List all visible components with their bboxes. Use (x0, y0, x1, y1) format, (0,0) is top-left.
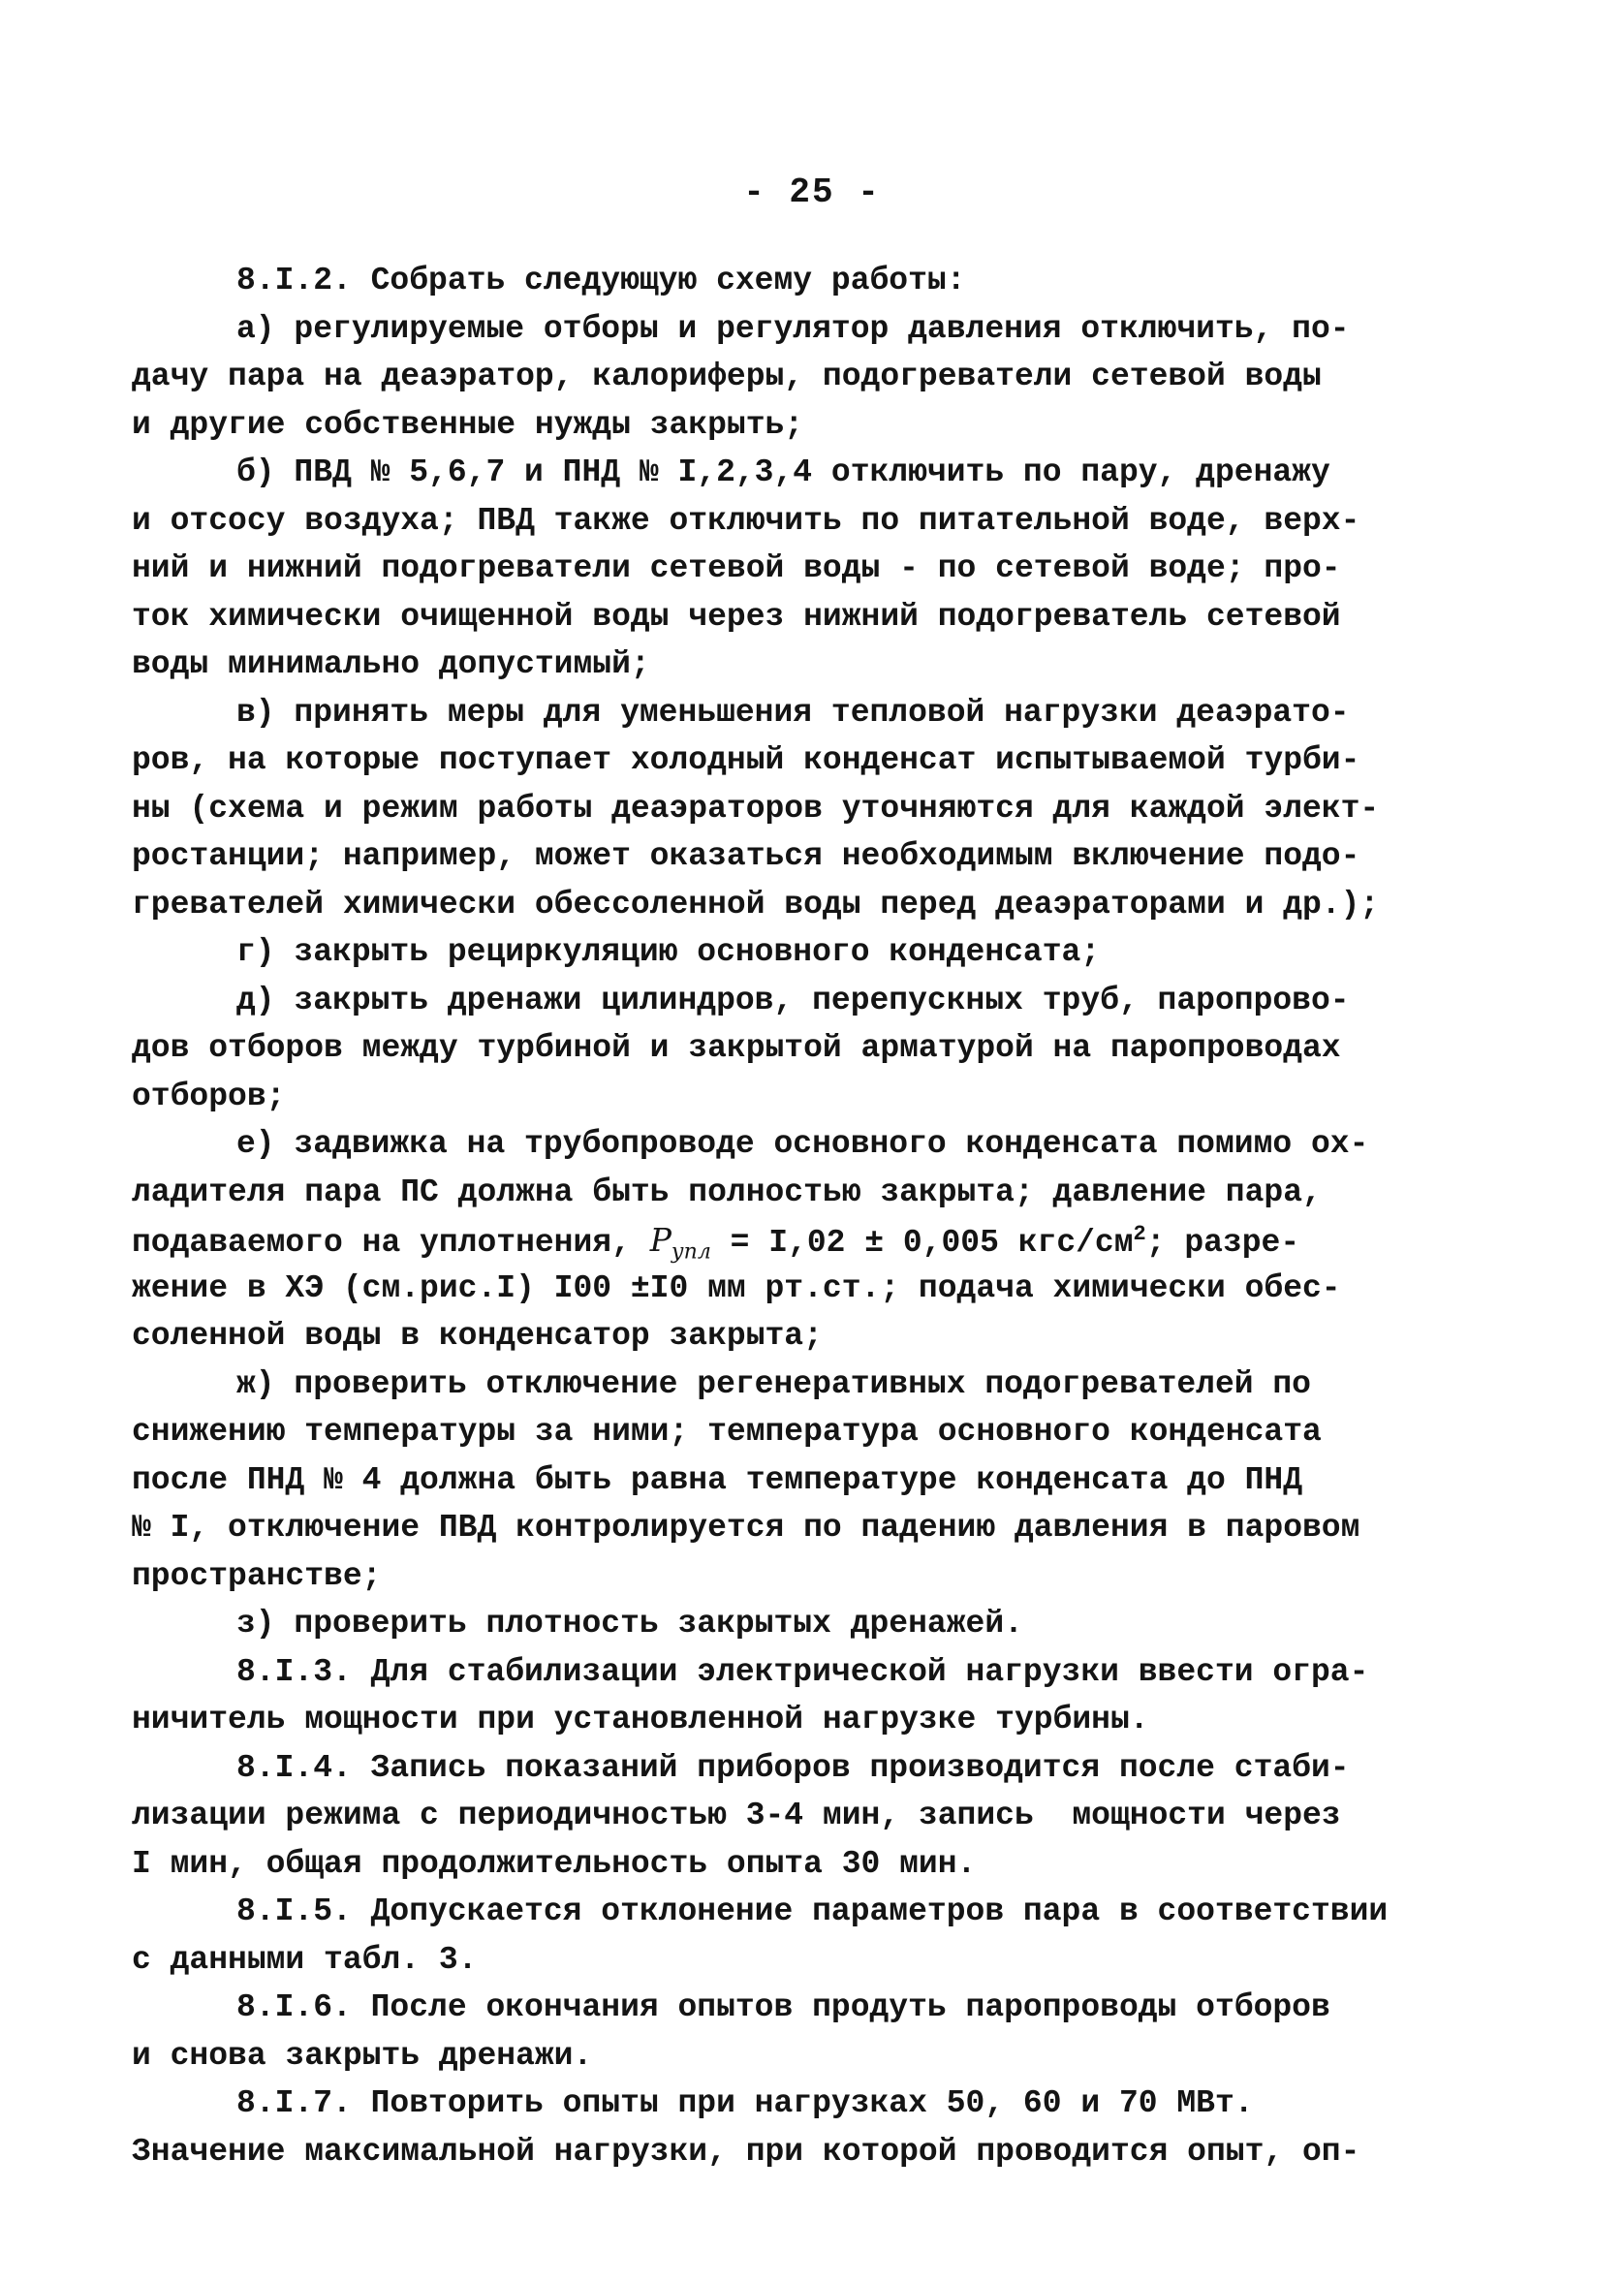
text-line: и снова закрыть дренажи. (132, 2037, 593, 2074)
pressure-symbol: P (649, 1221, 671, 1259)
text-block-after-formula (132, 1265, 1430, 2176)
text-line: пространстве; (132, 1557, 382, 1594)
text-line: 8.I.6. После окончания опытов продуть паропроводы отборов (236, 1989, 1330, 2025)
text-line: ний и нижний подогреватели сетевой воды - по сетевой воде; про- (132, 550, 1341, 586)
text-line: снижению температуры за ними; температура основного конденсата (132, 1414, 1322, 1450)
text-line: после ПНД № 4 должна быть равна температуре конденсата до ПНД (132, 1461, 1302, 1498)
text-line: соленной воды в конденсатор закрыта; (132, 1318, 823, 1354)
text-line: с данными табл. 3. (132, 1941, 478, 1978)
text-line: 8.I.5. Допускается отклонение параметров пара в соответствии (236, 1893, 1389, 1929)
page-number: - 25 - (743, 172, 881, 212)
unit-superscript: 2 (1133, 1222, 1146, 1246)
text-line: жение в ХЭ (см.рис.I) I00 ±I0 мм рт.ст.; подача химически обес- (132, 1269, 1341, 1306)
text-line: лизации режима с периодичностью 3-4 мин, запись мощности через (132, 1798, 1341, 1833)
text-line: 8.I.4. Запись показаний приборов производится после стаби- (236, 1749, 1350, 1786)
text-line: ров, на которые поступает холодный конденсат испытываемой турби- (132, 742, 1360, 778)
text-line: и отсосу воздуха; ПВД также отключить по питательной воде, верх- (132, 502, 1360, 539)
text-line: ничитель мощности при установленной нагрузке турбины. (132, 1702, 1149, 1737)
text-line: а) регулируемые отборы и регулятор давления отключить, по- (236, 310, 1350, 347)
text-line: б) ПВД № 5,6,7 и ПНД № I,2,3,4 отключить по пару, дренажу (236, 454, 1330, 490)
text-line: № I, отключение ПВД контролируется по падению давления в паровом (132, 1510, 1360, 1546)
text-line: з) проверить плотность закрытых дренажей. (236, 1606, 1023, 1642)
text-line: ток химически очищенной воды через нижний подогреватель сетевой (132, 598, 1341, 635)
body-text (132, 257, 1430, 2175)
text-line: I мин, общая продолжительность опыта 30 мин. (132, 1845, 977, 1882)
text-line: 8.I.7. Повторить опыты при нагрузках 50, 60 и 70 МВт. (236, 2085, 1254, 2121)
text-line: отборов; (132, 1078, 286, 1114)
text-line: дачу пара на деаэратор, калориферы, подогреватели сетевой воды (132, 359, 1322, 394)
text-line: и другие собственные нужды закрыть; (132, 406, 804, 443)
formula-line-lead: подаваемого на уплотнения, (132, 1225, 650, 1261)
text-line: ны (схема и режим работы деаэраторов уточняются для каждой элект- (132, 790, 1380, 827)
text-line: Значение максимальной нагрузки, при которой проводится опыт, оп- (132, 2133, 1360, 2170)
text-line: ладителя пара ПС должна быть полностью закрыта; давление пара, (132, 1173, 1322, 1210)
text-line: дов отборов между турбиной и закрытой арматурой на паропроводах (132, 1030, 1341, 1066)
text-block-before-formula (132, 257, 1430, 1216)
text-line: д) закрыть дренажи цилиндров, перепускных труб, паропрово- (236, 982, 1350, 1018)
text-line: 8.I.3. Для стабилизации электрической нагрузки ввести огра- (236, 1653, 1369, 1690)
pressure-value: = I,02 ± 0,005 кгс/см (710, 1225, 1134, 1261)
text-line: 8.I.2. Собрать следующую схему работы: (236, 263, 966, 298)
text-line: в) принять меры для уменьшения тепловой нагрузки деаэрато- (236, 694, 1350, 731)
text-line: г) закрыть рециркуляцию основного конденсата; (236, 934, 1101, 970)
text-line: ростанции; например, может оказаться необходимым включение подо- (132, 838, 1360, 874)
text-line: ж) проверить отключение регенеративных подогревателей по (236, 1365, 1311, 1402)
formula-line-tail: ; разре- (1145, 1225, 1300, 1261)
text-line: гревателей химически обессоленной воды перед деаэраторами и др.); (132, 886, 1380, 923)
text-line: воды минимально допустимый; (132, 646, 650, 682)
pressure-subscript: упл (671, 1239, 711, 1265)
text-line: е) задвижка на трубопроводе основного конденсата помимо ох- (236, 1126, 1369, 1162)
formula-line (132, 1216, 1430, 1265)
